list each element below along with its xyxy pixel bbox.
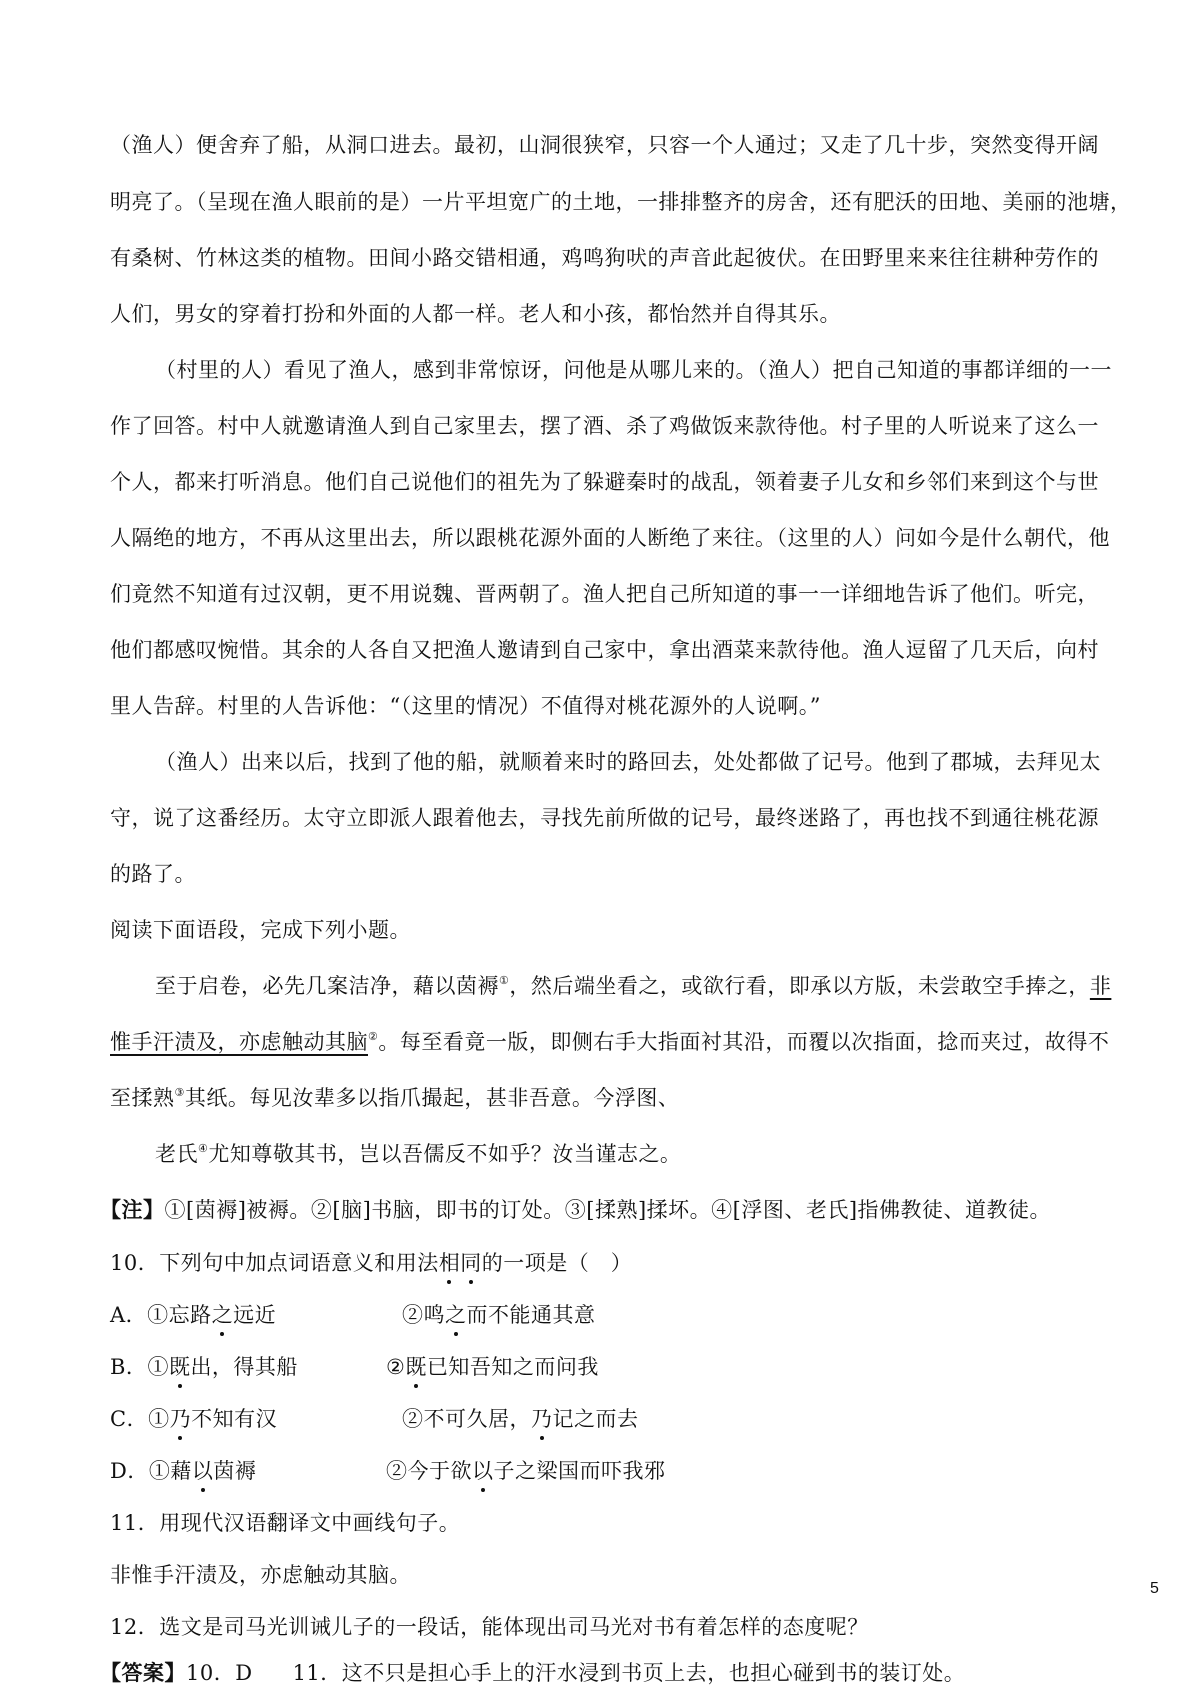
notes	[100, 1195, 1090, 1225]
dotted-char: 乃	[170, 1404, 192, 1434]
option-text: 不知有汉	[191, 1407, 278, 1431]
passage-line	[110, 1083, 1100, 1117]
note-marker: ③	[174, 1086, 185, 1099]
translation-line: 里人告辞。村里的人告诉他：“（这里的情况）不值得对桃花源外的人说啊。”	[110, 694, 821, 718]
option-text: ①藉	[148, 1459, 192, 1483]
underlined-sentence: 惟手汗渍及，亦虑触动其脑	[110, 1030, 368, 1054]
dotted-char: 之	[212, 1300, 234, 1330]
option-label: D．	[110, 1459, 149, 1483]
option-d-second	[386, 1456, 666, 1486]
underlined-sentence: 非	[1089, 974, 1112, 998]
passage-line	[110, 1027, 1110, 1061]
passage-text: 。每至看竟一版，即侧右手大指面衬其沿，而覆以次指面，捻而夹过，故得不	[378, 1030, 1110, 1054]
translation-line: 人们，男女的穿着打扮和外面的人都一样。老人和小孩，都怡然并自得其乐。	[110, 302, 841, 326]
passage-text: 至于启卷，必先几案洁净，藉以茵褥	[155, 974, 499, 998]
translation-line: 的路了。	[110, 862, 196, 886]
option-b-second	[386, 1352, 599, 1382]
answer-label: 【答案】	[100, 1660, 186, 1685]
option-text: ①	[148, 1407, 170, 1431]
option-c	[110, 1404, 1100, 1434]
dotted-char: 乃	[531, 1404, 553, 1434]
note-marker: ②	[368, 1030, 379, 1043]
option-label: C．	[110, 1407, 149, 1431]
translation-line: （村里的人）看见了渔人，感到非常惊讶，问他是从哪儿来的。（渔人）把自己知道的事都详细的一一	[155, 358, 1112, 382]
option-text: 远近	[233, 1303, 277, 1327]
option-b	[110, 1352, 1100, 1382]
page-number: 5	[1150, 1580, 1159, 1597]
option-c-second	[402, 1404, 639, 1434]
option-text: 已知吾知之而问我	[426, 1355, 599, 1379]
dotted-char: 相	[439, 1248, 461, 1278]
option-text: ②鸣	[402, 1303, 445, 1327]
option-text: 子之梁国而吓我邪	[493, 1459, 666, 1483]
translation-line: 人隔绝的地方，不再从这里出去，所以跟桃花源外面的人断绝了来往。（这里的人）问如今是什么朝代，他	[110, 526, 1110, 550]
question-text: 10．下列句中加点词语意义和用法	[110, 1251, 439, 1275]
passage-line	[155, 971, 1112, 1005]
question-11-stem: 11．用现代汉语翻译文中画线句子。	[110, 1511, 461, 1535]
question-text: 的一项是（ ）	[481, 1251, 633, 1275]
note-marker: ①	[499, 974, 510, 987]
dotted-char: 既	[169, 1352, 191, 1382]
dotted-char: 以	[192, 1456, 214, 1486]
question-12-stem: 12．选文是司马光训诫儿子的一段话，能体现出司马光对书有着怎样的态度呢？	[110, 1615, 869, 1639]
passage-text: 老氏	[155, 1142, 198, 1166]
option-text: ②	[386, 1355, 406, 1379]
option-text: 而不能通其意	[466, 1303, 596, 1327]
translation-line: （渔人）便舍弃了船，从洞口进去。最初，山洞很狭窄，只容一个人通过；又走了几十步，突然变得开阔	[110, 133, 1099, 157]
dotted-char: 以	[472, 1456, 494, 1486]
option-label: A．	[110, 1303, 148, 1327]
option-text: ①	[147, 1355, 169, 1379]
answer-line	[100, 1658, 1090, 1688]
translation-line: 他们都感叹惋惜。其余的人各自又把渔人邀请到自己家中，拿出酒菜来款待他。渔人逗留了几天后，向村	[110, 638, 1099, 662]
section-instruction: 阅读下面语段，完成下列小题。	[110, 918, 411, 942]
option-d	[110, 1456, 1100, 1486]
option-text: ②不可久居，	[402, 1407, 531, 1431]
translation-line: 个人，都来打听消息。他们自己说他们的祖先为了躲避秦时的战乱，领着妻子儿女和乡邻们来到这个与世	[110, 470, 1099, 494]
dotted-char: 之	[445, 1300, 467, 1330]
answer-11: 11．这不只是担心手上的汗水浸到书页上去，也担心碰到书的装订处。	[292, 1661, 966, 1685]
option-text: 出，得其船	[190, 1355, 298, 1379]
note-marker: ④	[198, 1142, 209, 1155]
translation-line: 作了回答。村中人就邀请渔人到自己家里去，摆了酒、杀了鸡做饭来款待他。村子里的人听说来了这么一	[110, 414, 1099, 438]
option-text: 记之而去	[552, 1407, 639, 1431]
passage-text: 尤知尊敬其书，岂以吾儒反不如乎？汝当谨志之。	[208, 1142, 682, 1166]
dotted-char: 同	[460, 1248, 482, 1278]
option-text: ②今于欲	[386, 1459, 472, 1483]
passage-text: 至揉熟	[110, 1086, 175, 1110]
note-text: ①[茵褥]被褥。②[脑]书脑，即书的订处。③[揉熟]揉坏。④[浮图、老氏]指佛教徒、道教徒。	[164, 1198, 1052, 1222]
translation-line: 明亮了。（呈现在渔人眼前的是）一片平坦宽广的土地，一排排整齐的房舍，还有肥沃的田地、美丽的池塘，	[110, 190, 1132, 214]
passage-text: 其纸。每见汝辈多以指爪撮起，甚非吾意。今浮图、	[184, 1086, 680, 1110]
translation-line: 们竟然不知道有过汉朝，更不用说魏、晋两朝了。渔人把自己所知道的事一一详细地告诉了他们。听完，	[110, 582, 1099, 606]
option-text: 茵褥	[213, 1459, 257, 1483]
passage-text: ，然后端坐看之，或欲行看，即承以方版，未尝敢空手捧之，	[509, 974, 1090, 998]
question-11-sentence: 非惟手汗渍及，亦虑触动其脑。	[110, 1563, 411, 1587]
passage-line	[155, 1139, 1100, 1173]
translation-line: 有桑树、竹林这类的植物。田间小路交错相通，鸡鸣狗吠的声音此起彼伏。在田野里来来往往耕种劳作的	[110, 246, 1099, 270]
note-label: 【注】	[100, 1197, 165, 1222]
answer-10: 10．D	[186, 1661, 253, 1685]
dotted-char: 既	[405, 1352, 427, 1382]
option-a-second	[402, 1300, 596, 1330]
option-label: B．	[110, 1355, 148, 1379]
option-a	[110, 1300, 1100, 1330]
question-10-stem	[110, 1248, 1100, 1278]
translation-line: （渔人）出来以后，找到了他的船，就顺着来时的路回去，处处都做了记号。他到了郡城，去拜见太	[155, 750, 1101, 774]
option-text: ①忘路	[147, 1303, 212, 1327]
translation-line: 守，说了这番经历。太守立即派人跟着他去，寻找先前所做的记号，最终迷路了，再也找不到通往桃花源	[110, 806, 1099, 830]
